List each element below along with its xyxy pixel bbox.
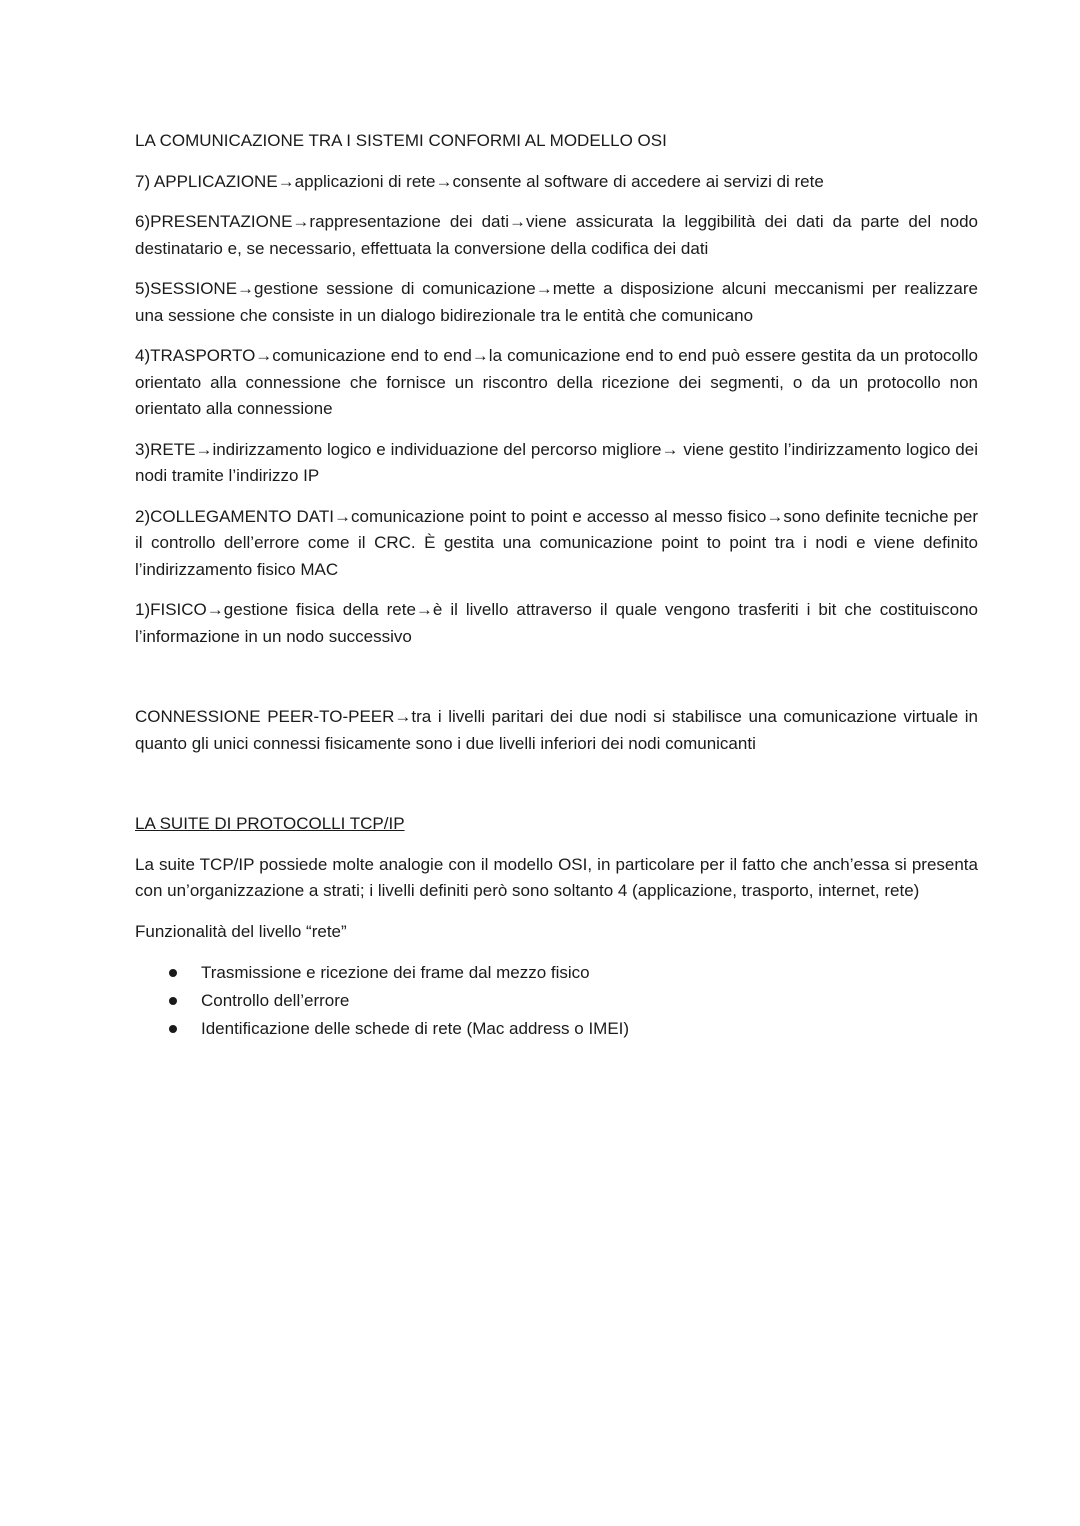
osi-heading: LA COMUNICAZIONE TRA I SISTEMI CONFORMI AL MODELLO OSI [135, 131, 667, 150]
document-page [135, 128, 978, 1043]
osi-layer-1: 1)FISICO→gestione fisica della rete→è il livello attraverso il quale vengono trasferiti i bit che costituiscono l’informazione in un nodo successivo [135, 600, 978, 646]
list-item [165, 959, 978, 987]
osi-layer-7: 7) APPLICAZIONE→applicazioni di rete→consente al software di accedere ai servizi di rete [135, 171, 824, 191]
bullet-icon [169, 1025, 177, 1033]
peer-to-peer-paragraph: CONNESSIONE PEER-TO-PEER→tra i livelli paritari dei due nodi si stabilisce una comunicazione virtuale in quanto gli unici connessi fisicamente sono i due livelli inferiori dei nodi comunicanti [135, 707, 978, 753]
osi-layer-5: 5)SESSIONE→gestione sessione di comunicazione→mette a disposizione alcuni meccanismi per realizzare una sessione che consiste in un dialogo bidirezionale tra le entità che comunicano [135, 279, 978, 325]
bullet-icon [169, 997, 177, 1005]
list-item [165, 987, 978, 1015]
spacer [135, 664, 978, 704]
osi-layer-6: 6)PRESENTAZIONE→rappresentazione dei dati→viene assicurata la leggibilità dei dati da parte del nodo destinatario e, se necessario, effettuata la conversione della codifica dei dati [135, 212, 978, 258]
osi-layer-3: 3)RETE→indirizzamento logico e individuazione del percorso migliore→ viene gestito l’indirizzamento logico dei nodi tramite l’indirizzo IP [135, 439, 978, 485]
bullet-icon [169, 969, 177, 977]
osi-layer-2: 2)COLLEGAMENTO DATI→comunicazione point to point e accesso al messo fisico→sono definite tecniche per il controllo dell’errore come il CRC. È gestita una comunicazione point to point tra i nodi e viene definito l’indirizzamento fisico MAC [135, 506, 978, 579]
list-item [165, 1015, 978, 1043]
list-item-text: Controllo dell’errore [201, 991, 350, 1010]
osi-layer-4: 4)TRASPORTO→comunicazione end to end→la comunicazione end to end può essere gestita da un protocollo orientato alla connessione che fornisce un riscontro della ricezione dei segmenti, o da un protocollo non orientato alla connessione [135, 346, 978, 418]
tcpip-heading: LA SUITE DI PROTOCOLLI TCP/IP [135, 814, 405, 833]
spacer [135, 771, 978, 811]
rete-subheading: Funzionalità del livello “rete” [135, 921, 347, 941]
tcpip-intro: La suite TCP/IP possiede molte analogie con il modello OSI, in particolare per il fatto che anch’essa si presenta con un’organizzazione a strati; i livelli definiti però sono soltanto 4 (applicazione, trasporto, internet, rete) [135, 854, 978, 900]
list-item-text: Identificazione delle schede di rete (Mac address o IMEI) [201, 1019, 630, 1038]
bullet-list [135, 959, 978, 1043]
list-item-text: Trasmissione e ricezione dei frame dal mezzo fisico [201, 963, 590, 982]
